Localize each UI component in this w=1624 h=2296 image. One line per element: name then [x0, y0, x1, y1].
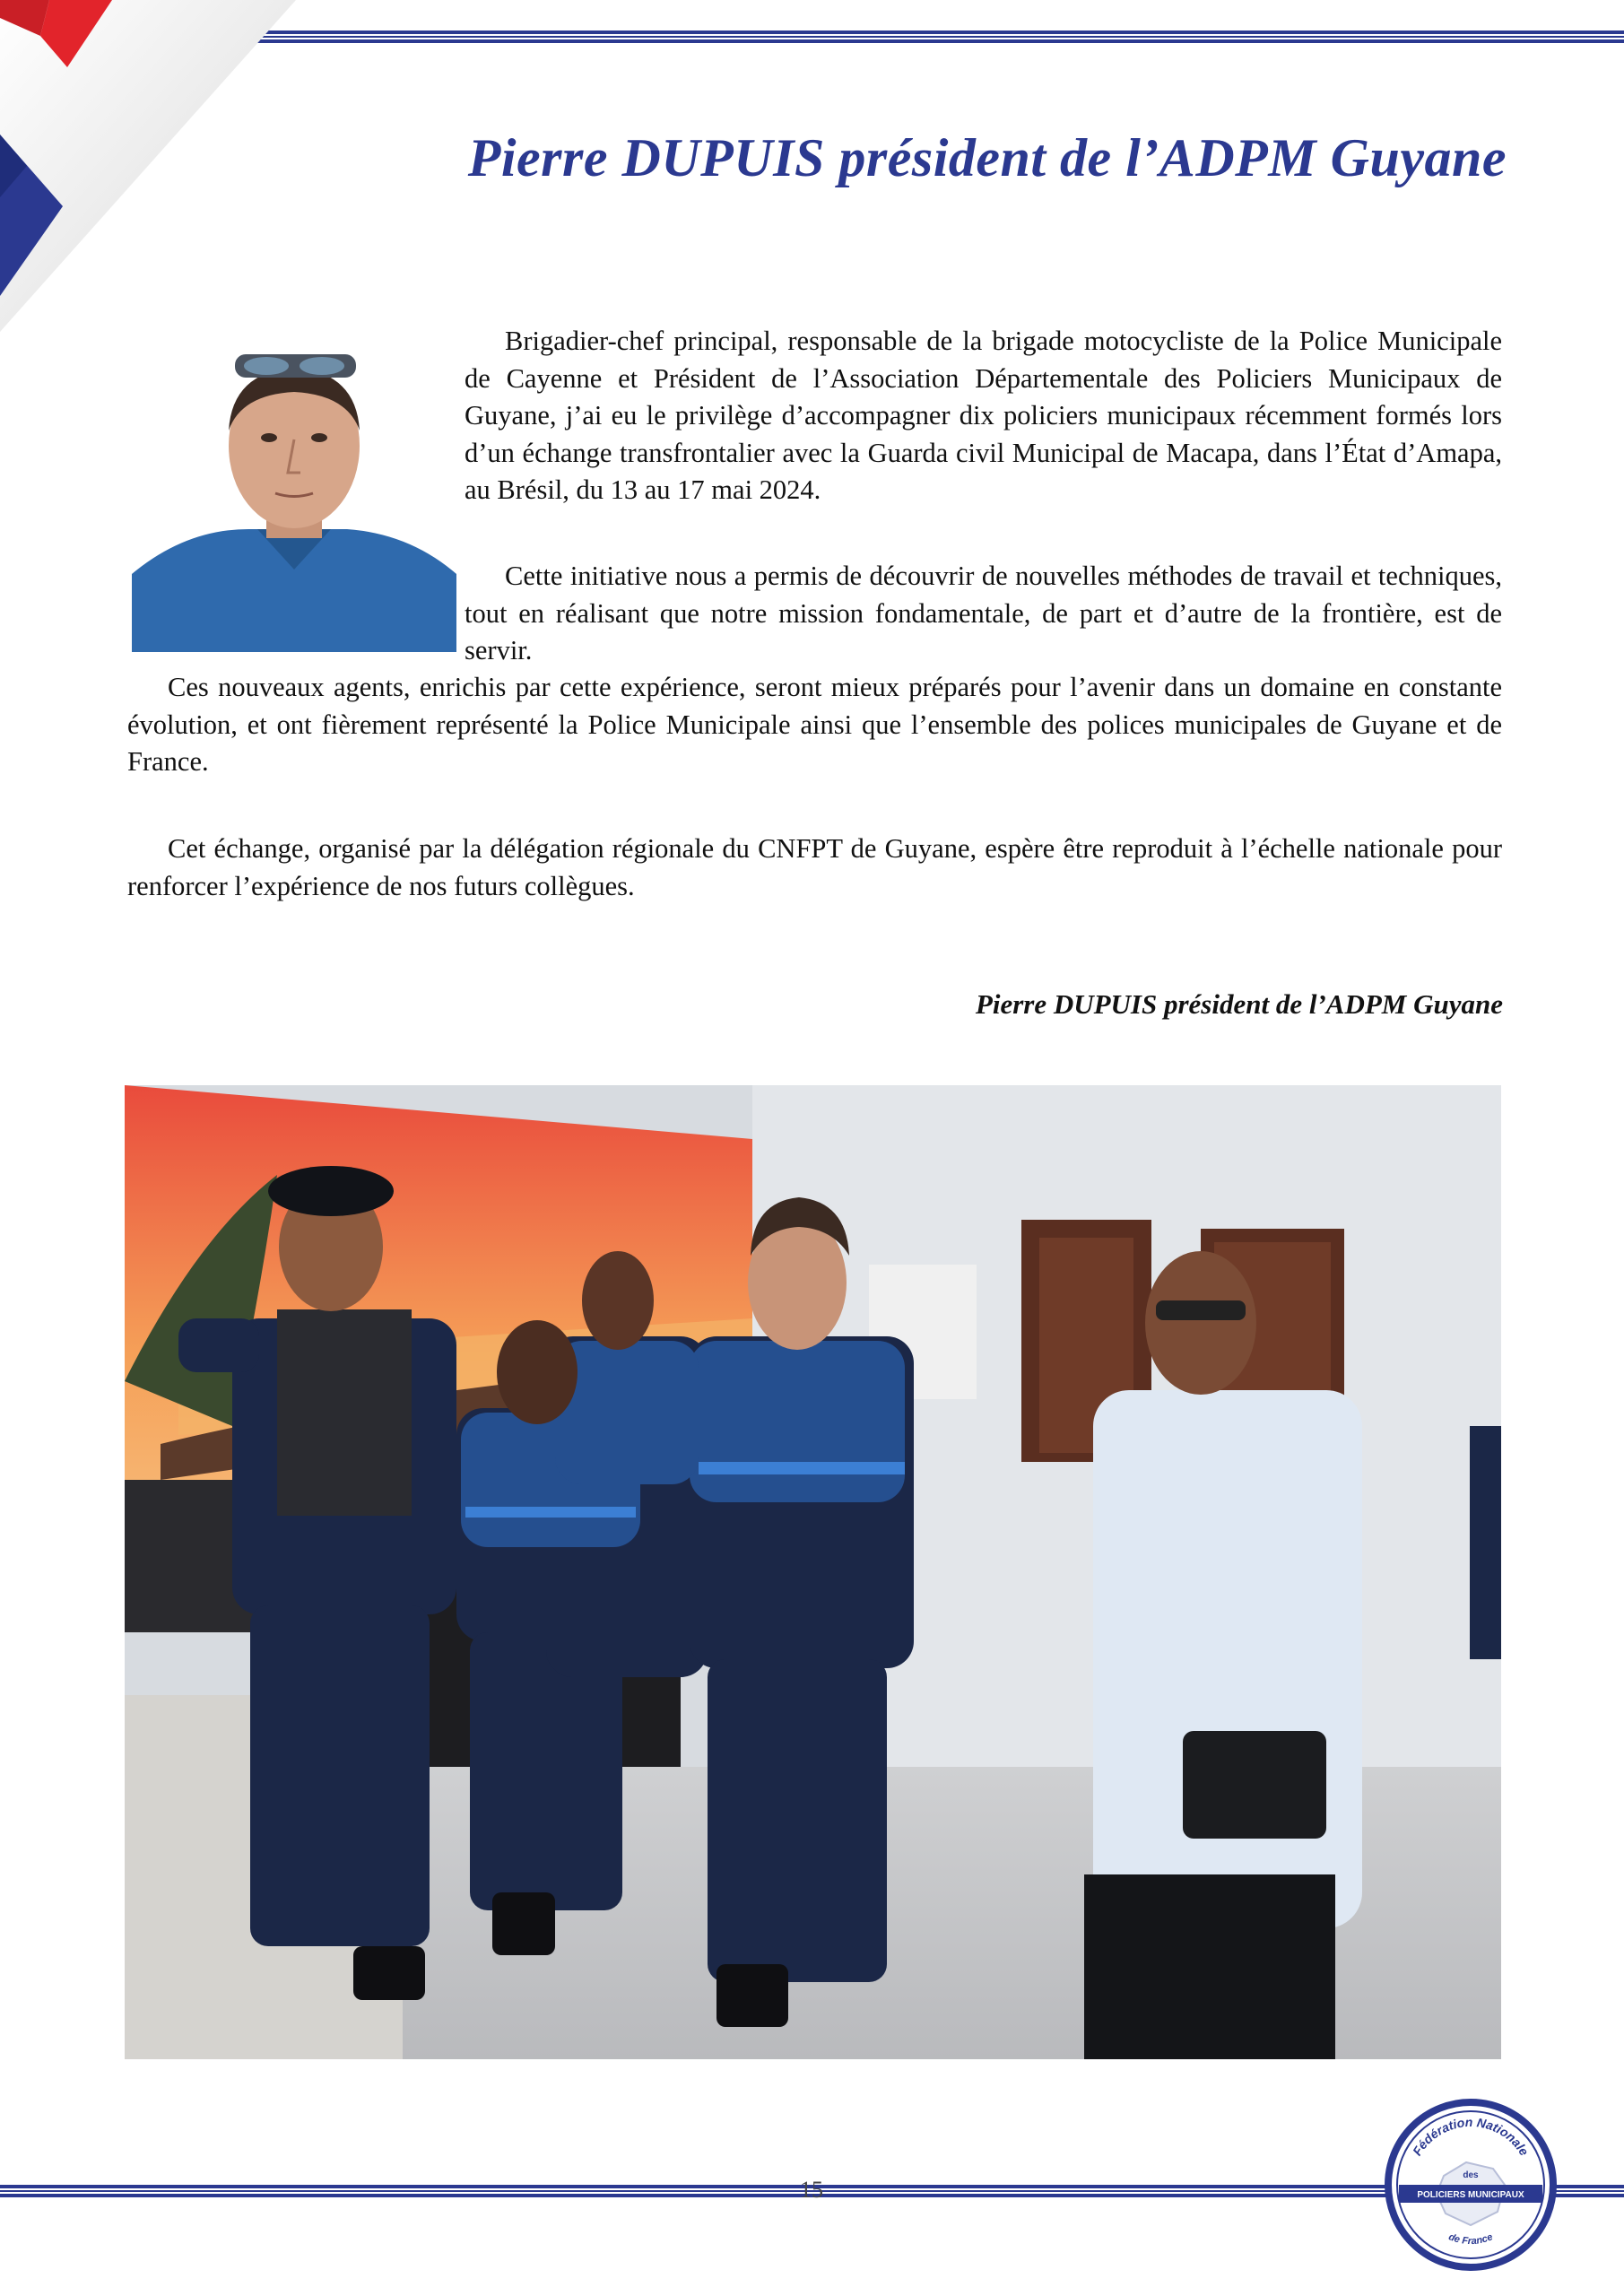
logo-bottom-text: de France — [1446, 2231, 1495, 2248]
author-portrait — [132, 345, 456, 652]
article-signature: Pierre DUPUIS président de l’ADPM Guyane — [975, 988, 1503, 1020]
logo-band-text: POLICIERS MUNICIPAUX — [1417, 2190, 1524, 2200]
group-photo — [125, 1085, 1501, 2059]
french-flag-corner — [0, 0, 296, 332]
page-number: 15 — [800, 2177, 823, 2203]
article-paragraph: Ces nouveaux agents, enrichis par cette expérience, seront mieux préparés pour l’avenir dans un domaine en constante évolution, et ont fièrement représenté la Police Municipale ainsi que l’ensemble des polices municipales de Guyane et de France. — [127, 672, 1502, 777]
page-title: Pierre DUPUIS président de l’ADPM Guyane — [467, 128, 1507, 187]
article-paragraph: Cet échange, organisé par la délégation régionale du CNFPT de Guyane, espère être reproduit à l’échelle nationale pour renforcer l’expérience de nos futurs collègues. — [127, 833, 1502, 901]
federation-logo — [1381, 2095, 1560, 2274]
logo-top-text: Fédération Nationale — [1409, 2114, 1533, 2159]
article-paragraph: Brigadier-chef principal, responsable de la brigade motocycliste de la Police Municipale de Cayenne et Président de l’Association Départementale des Policiers Municipaux de Guyane, j’ai eu le privilège d’accompagner dix policiers municipaux récemment formés lors d’un échange transfrontalier avec la Guarda civil Municipal de Macapa, dans l’État d’Amapa, au Brésil, du 13 au 17 mai 2024. — [465, 326, 1502, 505]
logo-middle-text: des — [1463, 2170, 1479, 2180]
article-paragraph: Cette initiative nous a permis de découvrir de nouvelles méthodes de travail et techniques, tout en réalisant que notre mission fondamentale, de part et d’autre de la frontière, est de servir. — [465, 561, 1502, 665]
